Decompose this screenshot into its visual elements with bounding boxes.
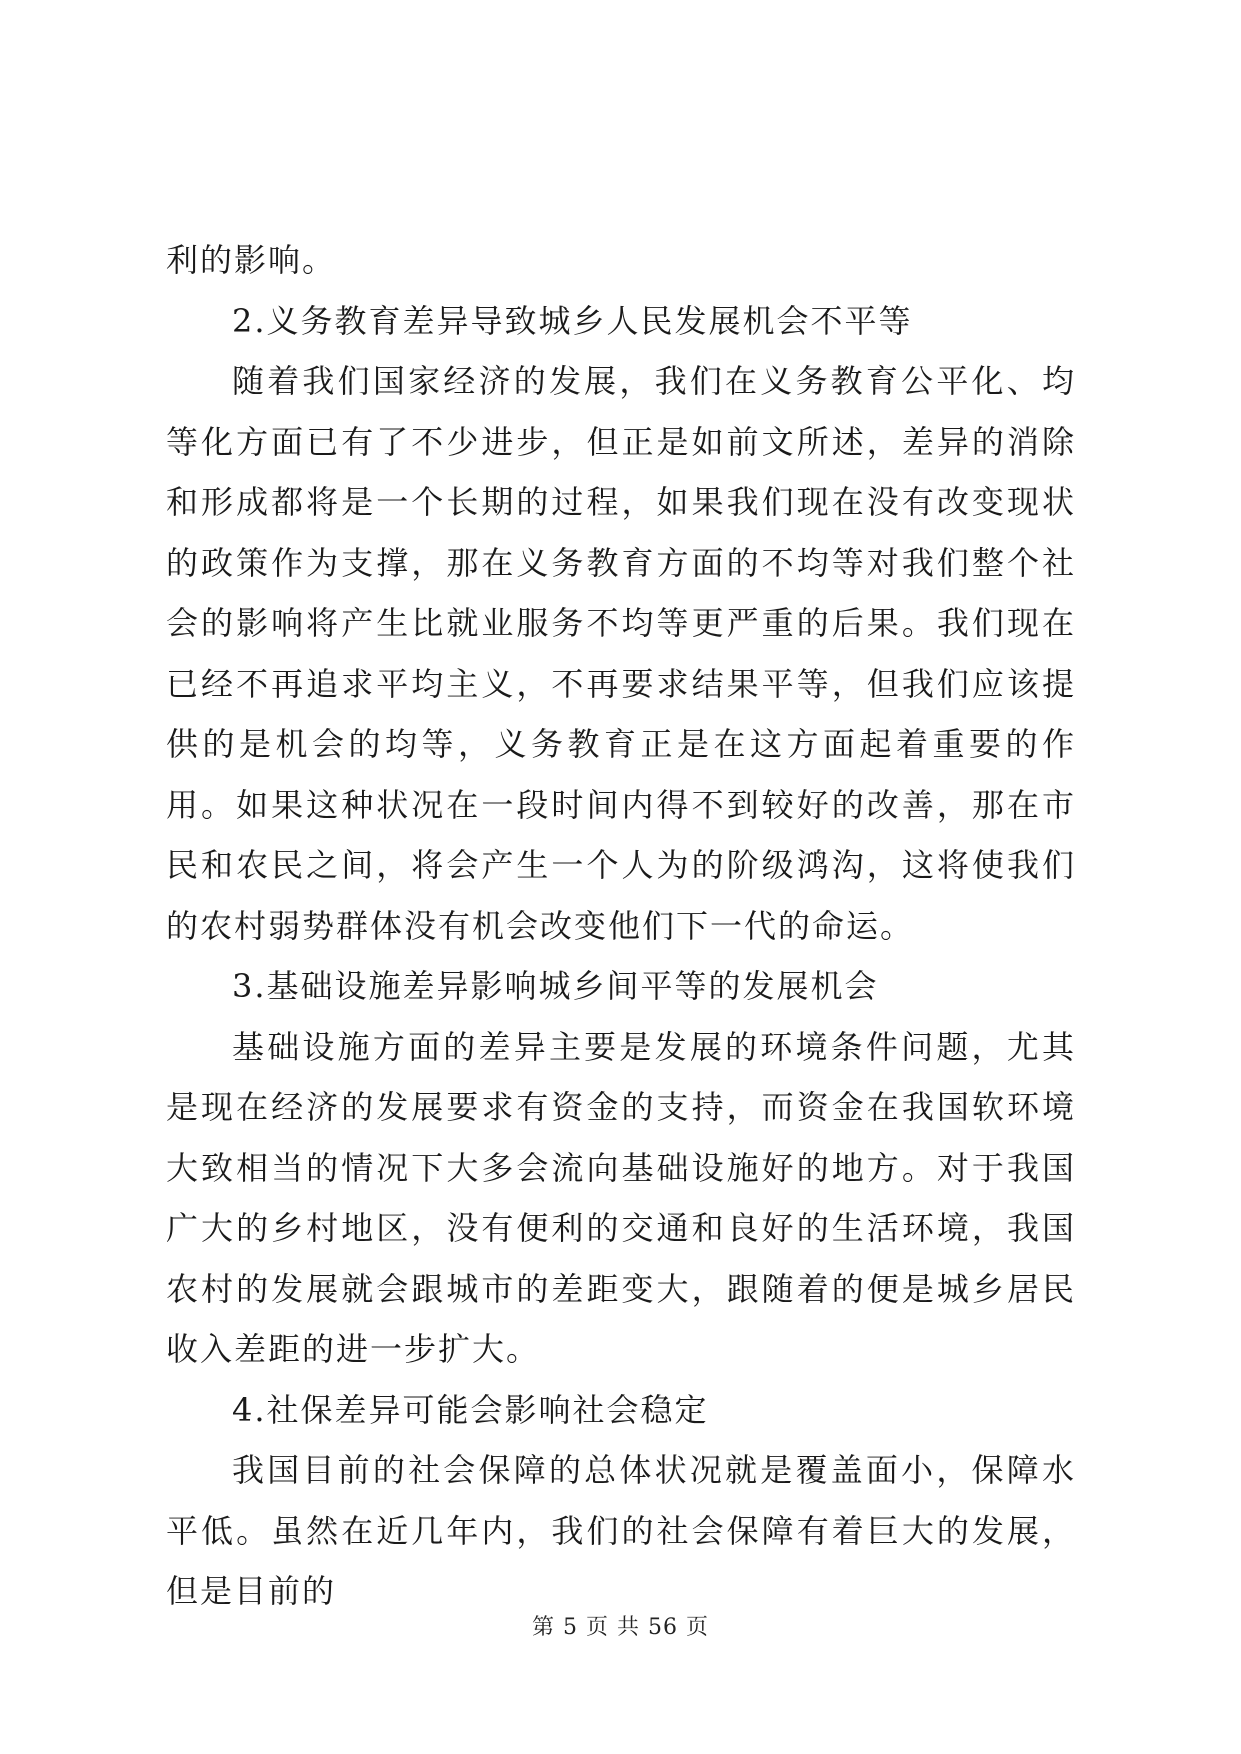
section-heading-2: 2.义务教育差异导致城乡人民发展机会不平等 <box>232 301 913 340</box>
paragraph-education: 随着我们国家经济的发展，我们在义务教育公平化、均等化方面已有了不少进步，但正是如前文所述，差异的消除和形成都将是一个长期的过程，如果我们现在没有改变现状的政策作为支撑，那在义务教育方面的不均等对我们整个社会的影响将产生比就业服务不均等更严重的后果。我们现在已经不再追求平均主义，不再要求结果平等，但我们应该提供的是机会的均等，义务教育正是在这方面起着重要的作用。如果这种状况在一段时间内得不到较好的改善，那在市民和农民之间，将会产生一个人为的阶级鸿沟，这将使我们的农村弱势群体没有机会改变他们下一代的命运。 <box>166 362 1076 945</box>
section-heading-3: 3.基础设施差异影响城乡间平等的发展机会 <box>232 967 879 1005</box>
continuation-text: 利的影响。 <box>166 241 337 279</box>
page-footer: 第 5 页 共 56 页 <box>532 1615 709 1640</box>
document-body <box>166 230 1076 1622</box>
section-heading-4: 4.社保差异可能会影响社会稳定 <box>232 1390 709 1429</box>
paragraph-infrastructure: 基础设施方面的差异主要是发展的环境条件问题，尤其是现在经济的发展要求有资金的支持，而资金在我国软环境大致相当的情况下大多会流向基础设施好的地方。对于我国广大的乡村地区，没有便利的交通和良好的生活环境，我国农村的发展就会跟城市的差距变大，跟随着的便是城乡居民收入差距的进一步扩大。 <box>166 1027 1076 1368</box>
paragraph-social-security: 我国目前的社会保障的总体状况就是覆盖面小，保障水平低。虽然在近几年内，我们的社会保障有着巨大的发展，但是目前的 <box>166 1451 1076 1610</box>
